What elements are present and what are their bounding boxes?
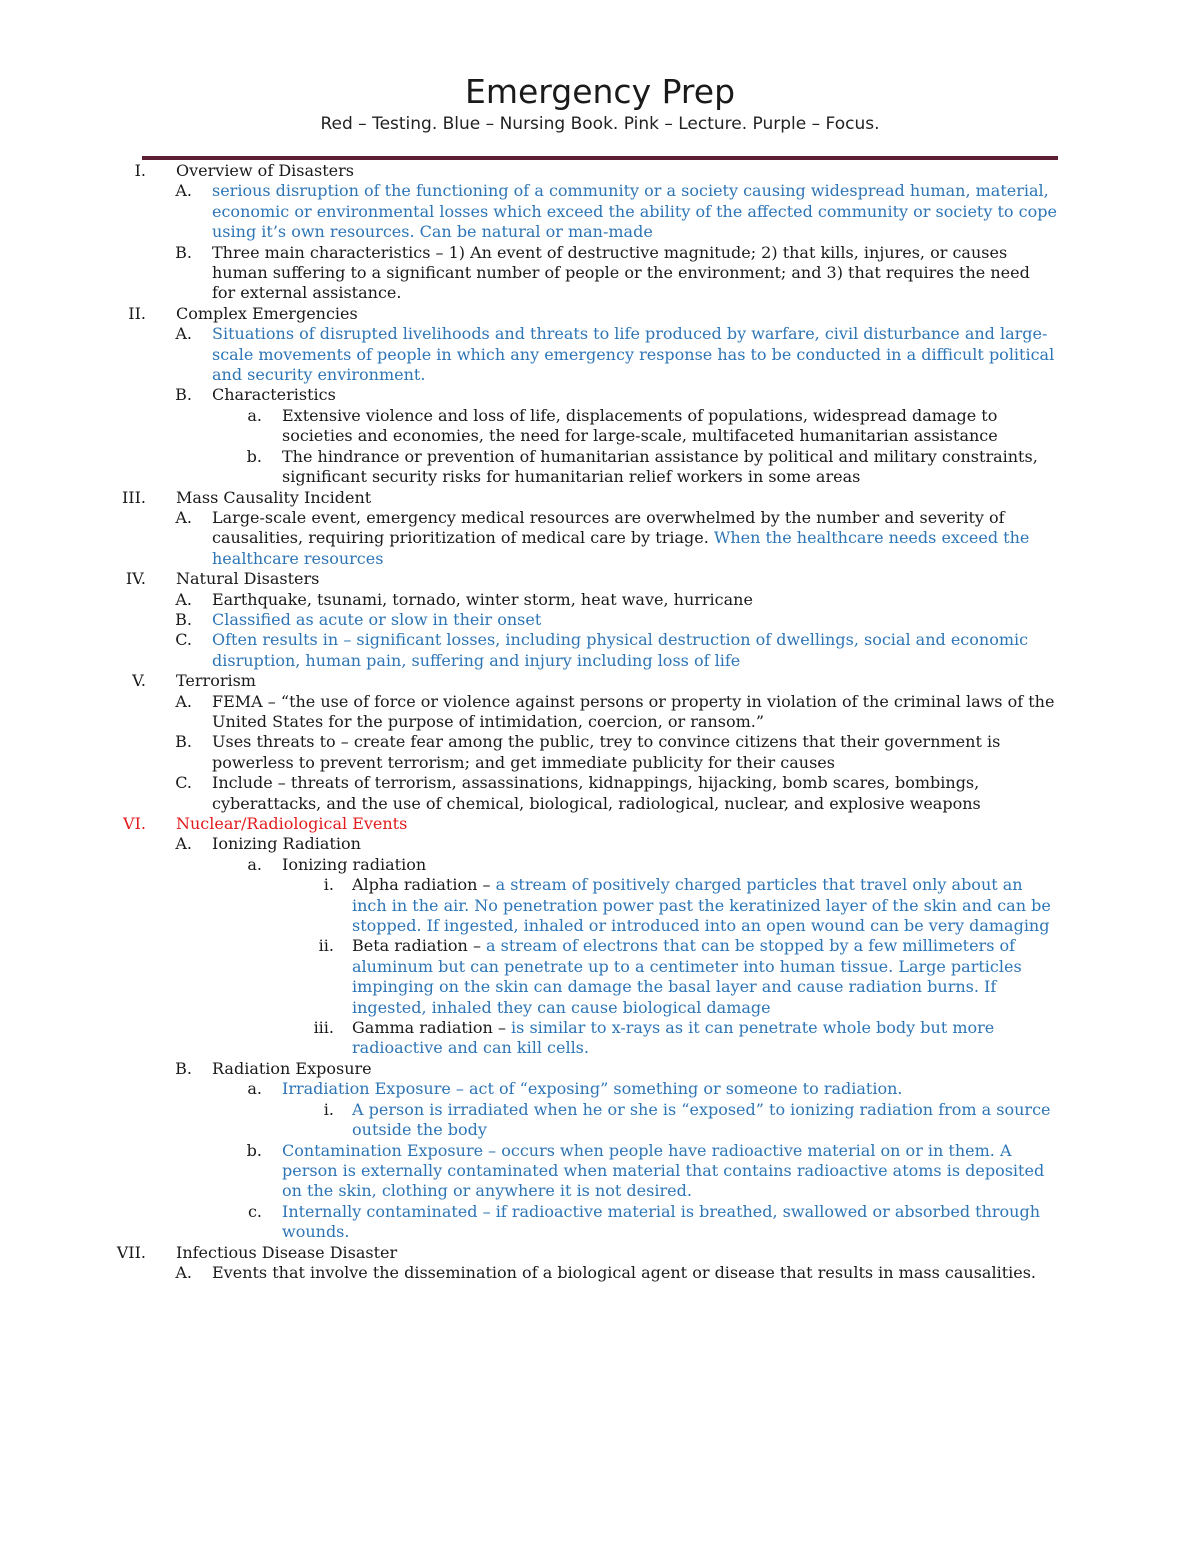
outline-marker: A. (175, 181, 192, 201)
outline-item-level-1 (0, 161, 1200, 181)
outline-text (282, 406, 1062, 447)
outline-marker: C. (175, 630, 192, 650)
text-run: Natural Disasters (176, 569, 320, 589)
outline-item-level-3 (0, 1202, 1200, 1243)
outline-marker: III. (121, 487, 146, 507)
outline-item-level-2 (0, 324, 1200, 385)
outline-item-level-2 (0, 590, 1200, 610)
outline-marker: i. (323, 875, 334, 895)
text-run: When the healthcare needs exceed the healthcare resources (212, 528, 1030, 568)
outline-item-level-1 (0, 814, 1200, 834)
outline-text (176, 814, 1056, 834)
text-run: Classified as acute or slow in their onset (212, 609, 542, 629)
title-divider (142, 156, 1058, 160)
outline-item-level-2 (0, 610, 1200, 630)
outline-text (176, 569, 1056, 589)
outline-marker: a. (247, 854, 262, 874)
text-run: serious disruption of the functioning of a community or a society causing widespread human, material, economic or environmental losses which exceed the ability of the affected community or society to cope using it’s own resources. Can be natural or man-made (212, 181, 1057, 242)
outline-marker: A. (175, 834, 192, 854)
outline-text (212, 1263, 1058, 1283)
outline-marker: IV. (125, 569, 146, 589)
color-legend: Red – Testing. Blue – Nursing Book. Pink – Lecture. Purple – Focus. (320, 114, 880, 134)
outline-text (176, 671, 1056, 691)
outline-text (282, 447, 1062, 488)
outline-marker: C. (175, 773, 192, 793)
text-run: Large-scale event, emergency medical resources are overwhelmed by the number and severity of causalities, requiring prioritization of medical care by triage. (212, 507, 1005, 548)
outline-marker: a. (247, 405, 262, 425)
outline-marker: A. (175, 589, 192, 609)
outline-marker: V. (132, 671, 146, 691)
outline-item-level-2 (0, 834, 1200, 854)
text-run: Terrorism (176, 671, 256, 691)
page-title: Emergency Prep (464, 72, 736, 111)
text-run: Overview of Disasters (176, 161, 354, 180)
outline-list (0, 161, 1200, 1283)
outline-item-level-3 (0, 447, 1200, 488)
outline-text (212, 590, 1058, 610)
text-run: Alpha radiation – (352, 875, 496, 895)
outline-marker: i. (323, 1099, 334, 1119)
outline-item-level-1 (0, 488, 1200, 508)
text-run: The hindrance or prevention of humanitarian assistance by political and military constraints, significant security risks for humanitarian relief workers in some areas (282, 446, 1038, 487)
text-run: Mass Causality Incident (176, 487, 372, 507)
text-run: Beta radiation – (352, 936, 487, 956)
outline-text (282, 1141, 1062, 1202)
outline-marker: A. (175, 324, 192, 344)
text-run: Events that involve the dissemination of a biological agent or disease that results in mass causalities. (212, 1262, 1036, 1282)
outline-item-level-4 (0, 1018, 1200, 1059)
outline-text (212, 610, 1058, 630)
outline-item-level-2 (0, 385, 1200, 405)
outline-text (212, 692, 1058, 733)
outline-marker: II. (128, 303, 146, 323)
text-run: a stream of electrons that can be stopped by a few millimeters of aluminum but can penetrate up to a centimeter into human tissue. Large particles impinging on the skin can damage the basal layer and cause radiation burns. If ingested, inhaled they can cause biological damage (352, 936, 1022, 1017)
text-run: Often results in – significant losses, including physical destruction of dwellings, social and economic disruption, human pain, suffering and injury including loss of life (212, 630, 1029, 670)
text-run: Situations of disrupted livelihoods and threats to life produced by warfare, civil disturbance and large-scale movements of people in which any emergency response has to be conducted in a difficult political and security environment. (212, 324, 1055, 385)
text-run: Characteristics (212, 385, 336, 405)
text-run: is similar to x-rays as it can penetrate whole body but more radioactive and can kill cells. (352, 1018, 995, 1058)
outline-marker: B. (175, 385, 192, 405)
outline-item-level-1 (0, 304, 1200, 324)
outline-text (352, 875, 1062, 936)
outline-marker: I. (134, 161, 146, 180)
text-run: Extensive violence and loss of life, displacements of populations, widespread damage to societies and economies, the need for large-scale, multifaceted humanitarian assistance (282, 405, 998, 446)
outline-text (212, 181, 1058, 242)
outline-text (352, 1018, 1062, 1059)
text-run: Include – threats of terrorism, assassinations, kidnappings, hijacking, bomb scares, bombings, cyberattacks, and the use of chemical, biological, radiological, nuclear, and explosive weapons (212, 773, 981, 813)
outline-text (176, 304, 1056, 324)
outline-marker: B. (175, 609, 192, 629)
outline-marker: c. (247, 1201, 262, 1221)
outline-item-level-3 (0, 855, 1200, 875)
outline-marker: ii. (318, 936, 334, 956)
text-run: Ionizing radiation (282, 854, 427, 874)
outline-text (212, 508, 1058, 569)
outline-marker: B. (175, 242, 192, 262)
outline-text (282, 855, 1062, 875)
text-run: FEMA – “the use of force or violence against persons or property in violation of the criminal laws of the United States for the purpose of intimidation, coercion, or ransom.” (212, 691, 1055, 731)
outline-item-level-1 (0, 569, 1200, 589)
outline-marker: iii. (313, 1018, 334, 1038)
outline-text (352, 936, 1062, 1018)
outline-text (176, 1243, 1056, 1263)
outline-marker: b. (246, 446, 262, 466)
outline-item-level-2 (0, 508, 1200, 569)
outline-marker: A. (175, 1262, 192, 1282)
outline-text (282, 1079, 1062, 1099)
text-run: Nuclear/Radiological Events (176, 814, 408, 833)
outline-text (212, 773, 1058, 814)
outline-marker: VI. (123, 814, 146, 833)
text-run: Radiation Exposure (212, 1058, 372, 1078)
outline-item-level-4 (0, 936, 1200, 1018)
outline-item-level-2 (0, 732, 1200, 773)
text-run: Uses threats to – create fear among the public, trey to convince citizens that their government is powerless to prevent terrorism; and get immediate publicity for their causes (212, 732, 1001, 772)
outline-text (176, 161, 1056, 181)
text-run: A person is irradiated when he or she is “exposed” to ionizing radiation from a source outside the body (352, 1099, 1051, 1140)
outline-text (176, 488, 1056, 508)
outline-text (212, 630, 1058, 671)
outline-text (352, 1100, 1062, 1141)
outline-text (212, 243, 1058, 304)
outline-item-level-2 (0, 243, 1200, 304)
text-run: Ionizing Radiation (212, 834, 361, 854)
outline-marker: b. (246, 1140, 262, 1160)
outline-marker: A. (175, 691, 192, 711)
text-run: Three main characteristics – 1) An event of destructive magnitude; 2) that kills, injures, or causes human suffering to a significant number of people or the environment; and 3) that requires the need for external assistance. (212, 242, 1030, 303)
outline-item-level-2 (0, 1263, 1200, 1283)
outline-marker: a. (247, 1079, 262, 1099)
outline-marker: B. (175, 1058, 192, 1078)
outline-item-level-2 (0, 181, 1200, 242)
outline-text (212, 385, 1058, 405)
outline-text (212, 834, 1058, 854)
outline-item-level-1 (0, 671, 1200, 691)
outline-item-level-2 (0, 1059, 1200, 1079)
outline-item-level-4 (0, 875, 1200, 936)
text-run: Earthquake, tsunami, tornado, winter storm, heat wave, hurricane (212, 589, 753, 609)
outline-item-level-3 (0, 406, 1200, 447)
text-run: Internally contaminated – if radioactive material is breathed, swallowed or absorbed through wounds. (282, 1201, 1041, 1242)
outline-item-level-2 (0, 630, 1200, 671)
outline-marker: VII. (116, 1242, 146, 1262)
outline-marker: B. (175, 732, 192, 752)
text-run: Gamma radiation – (352, 1018, 512, 1038)
outline-text (212, 732, 1058, 773)
outline-text (212, 324, 1058, 385)
outline-item-level-2 (0, 692, 1200, 733)
outline-item-level-3 (0, 1141, 1200, 1202)
outline-item-level-2 (0, 773, 1200, 814)
outline-text (212, 1059, 1058, 1079)
text-run: Complex Emergencies (176, 303, 358, 323)
text-run: a stream of positively charged particles that travel only about an inch in the air. No penetration power past the keratinized layer of the skin and can be stopped. If ingested, inhaled or introduced into an open wound can be very damaging (352, 875, 1051, 936)
outline-marker: A. (175, 507, 192, 527)
text-run: Irradiation Exposure – act of “exposing” something or someone to radiation. (282, 1079, 903, 1099)
outline-text (282, 1202, 1062, 1243)
outline-item-level-4 (0, 1100, 1200, 1141)
text-run: Contamination Exposure – occurs when people have radioactive material on or in them. A person is externally contaminated when material that contains radioactive atoms is deposited on the skin, clothing or anywhere it is not desired. (282, 1140, 1045, 1201)
outline-item-level-1 (0, 1243, 1200, 1263)
text-run: Infectious Disease Disaster (176, 1242, 398, 1262)
outline-item-level-3 (0, 1079, 1200, 1099)
